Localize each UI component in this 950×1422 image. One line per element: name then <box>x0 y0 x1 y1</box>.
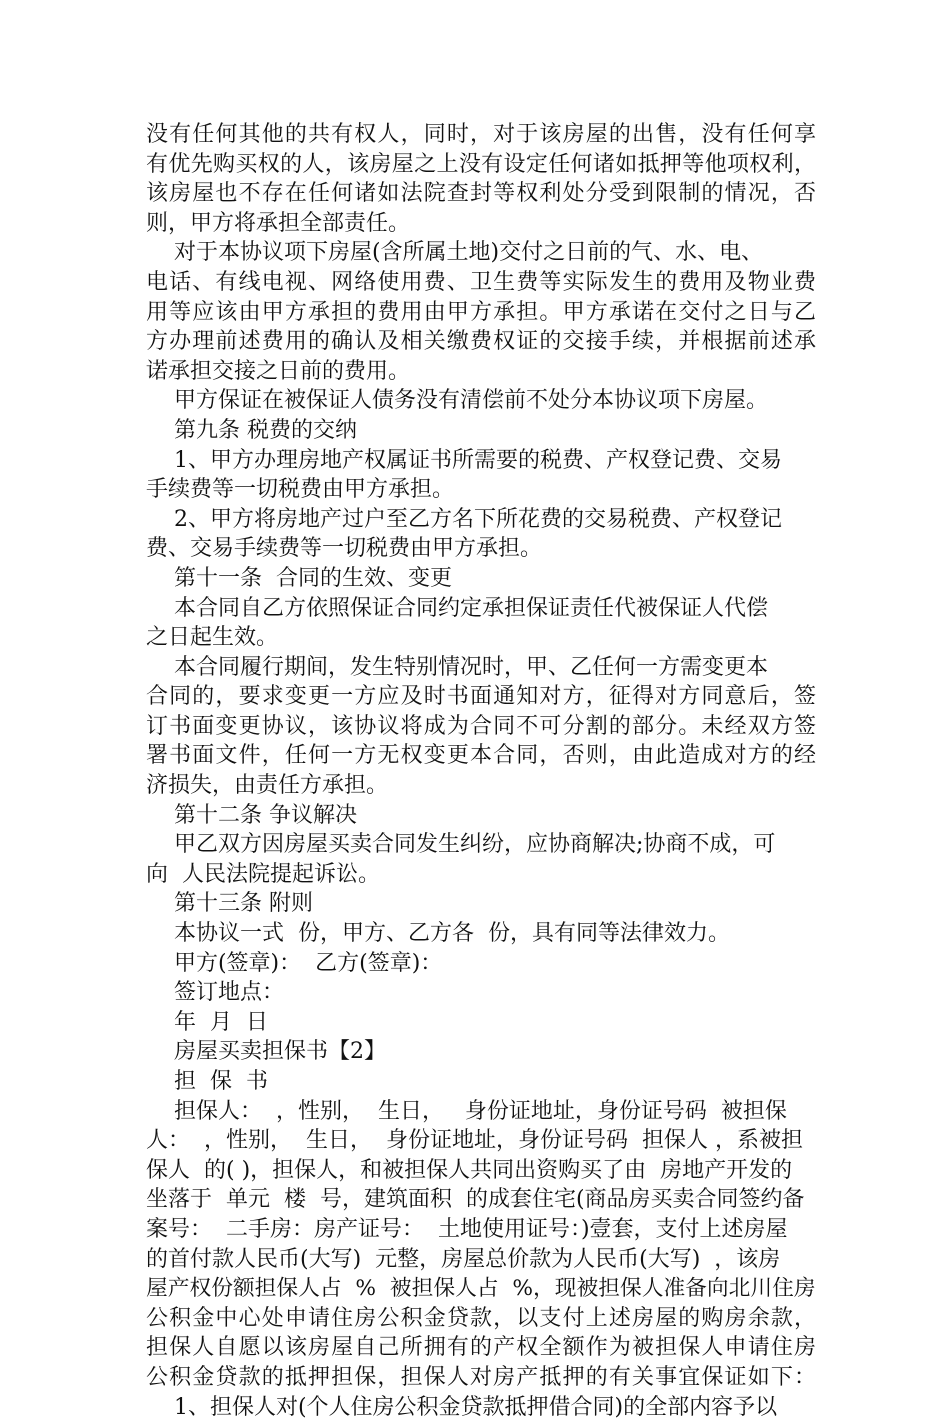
text-line: 方办理前述费用的确认及相关缴费权证的交接手续，并根据前述承 <box>146 329 816 355</box>
document-body <box>146 120 816 1422</box>
text-line: 甲方保证在被保证人债务没有清偿前不处分本协议项下房屋。 <box>146 388 768 414</box>
text-line: 1、甲方办理房地产权属证书所需要的税费、产权登记费、交易 <box>146 447 782 473</box>
text-line: 有优先购买权的人，该房屋之上没有设定任何诸如抵押等他项权利， <box>146 151 816 177</box>
text-line: 该房屋也不存在任何诸如法院查封等权利处分受到限制的情况，否 <box>146 181 816 207</box>
text-line: 费、交易手续费等一切税费由甲方承担。 <box>146 536 543 562</box>
text-line: 本协议一式 份，甲方、乙方各 份，具有同等法律效力。 <box>146 921 730 947</box>
text-line: 手续费等一切税费由甲方承担。 <box>146 477 455 503</box>
text-line: 诺承担交接之日前的费用。 <box>146 358 411 384</box>
text-line: 本合同自乙方依照保证合同约定承担保证责任代被保证人代偿 <box>146 595 768 621</box>
text-line: 济损失，由责任方承担。 <box>146 773 389 799</box>
text-line: 担保人自愿以该房屋自己所拥有的产权全额作为被担保人申请住房 <box>146 1335 816 1361</box>
text-line: 年 月 日 <box>146 1009 268 1035</box>
text-line: 人： ，性别， 生日， 身份证地址，身份证号码 担保人 ，系被担 <box>146 1128 803 1154</box>
text-line: 甲乙双方因房屋买卖合同发生纠纷，应协商解决;协商不成，可 <box>146 832 776 858</box>
text-line: 房屋买卖担保书【2】 <box>146 1039 386 1065</box>
text-line: 公积金贷款的抵押担保，担保人对房产抵押的有关事宜保证如下： <box>146 1364 816 1390</box>
text-line: 第十三条 附则 <box>146 891 313 917</box>
text-line: 署书面文件，任何一方无权变更本合同，否则，由此造成对方的经 <box>146 743 816 769</box>
text-line: 则，甲方将承担全部责任。 <box>146 210 411 236</box>
text-line: 案号： 二手房：房产证号： 土地使用证号：)壹套，支付上述房屋 <box>146 1216 788 1242</box>
text-line: 担保人： ，性别， 生日， 身份证地址，身份证号码 被担保 <box>146 1098 787 1124</box>
text-line: 第十二条 争议解决 <box>146 802 357 828</box>
text-line: 坐落于 单元 楼 号，建筑面积 的成套住宅(商品房买卖合同签约备 <box>146 1187 805 1213</box>
text-line: 担 保 书 <box>146 1069 268 1094</box>
text-line: 1、担保人对(个人住房公积金贷款抵押借合同)的全部内容予以 <box>146 1394 778 1420</box>
text-line: 甲方(签章)： 乙方(签章)： <box>146 950 443 976</box>
text-line: 的首付款人民币(大写) 元整，房屋总价款为人民币(大写) ，该房 <box>146 1246 781 1272</box>
text-line: 用等应该由甲方承担的费用由甲方承担。甲方承诺在交付之日与乙 <box>146 299 816 325</box>
text-line: 没有任何其他的共有权人，同时，对于该房屋的出售，没有任何享 <box>146 122 816 147</box>
text-line: 对于本协议项下房屋(含所属土地)交付之日前的气、水、电、 <box>146 240 764 266</box>
text-line: 向 人民法院提起诉讼。 <box>146 861 380 887</box>
text-line: 第九条 税费的交纳 <box>146 417 357 443</box>
text-line: 签订地点： <box>146 980 284 1006</box>
text-line: 本合同履行期间，发生特别情况时，甲、乙任何一方需变更本 <box>146 654 768 680</box>
text-line: 电话、有线电视、网络使用费、卫生费等实际发生的费用及物业费 <box>146 269 816 295</box>
text-line: 2、甲方将房地产过户至乙方名下所花费的交易税费、产权登记 <box>146 506 782 532</box>
text-line: 订书面变更协议，该协议将成为合同不可分割的部分。未经双方签 <box>146 713 816 739</box>
text-line: 之日起生效。 <box>146 625 279 651</box>
text-line: 公积金中心处申请住房公积金贷款，以支付上述房屋的购房余款， <box>146 1305 816 1331</box>
text-line: 合同的，要求变更一方应及时书面通知对方，征得对方同意后，签 <box>146 684 816 710</box>
text-line: 第十一条 合同的生效、变更 <box>146 565 452 591</box>
text-line: 保人 的( )，担保人，和被担保人共同出资购买了由 房地产开发的 <box>146 1157 793 1183</box>
text-line: 屋产权份额担保人占 % 被担保人占 %，现被担保人准备向北川住房 <box>146 1276 816 1302</box>
